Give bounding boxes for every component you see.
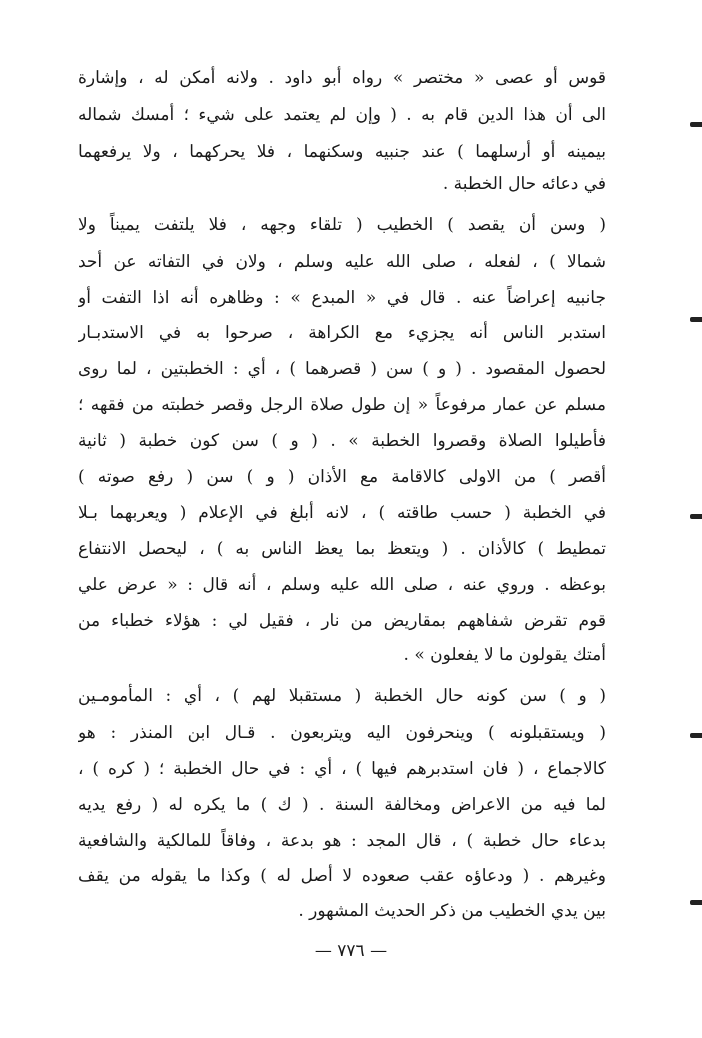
scan-edge-mark xyxy=(690,900,702,905)
text-line-23: وغيرهم . ( ودعاؤه عقب صعوده لا أصل له ) وكذا ما يقوله من يقف xyxy=(78,866,606,886)
text-line-16: قوم تقرض شفاههم بمقاريض من نار ، فقيل لي : هؤلاء خطباء من xyxy=(78,611,606,631)
text-line-4: في دعائه حال الخطبة . xyxy=(442,174,606,194)
text-line-10: مسلم عن عمار مرفوعاً « إن طول صلاة الرجل وقصر خطبته من فقهه ؛ xyxy=(78,395,606,415)
text-line-24: بين يدي الخطيب من ذكر الحديث المشهور . xyxy=(298,901,606,921)
scan-edge-mark xyxy=(690,122,702,127)
text-line-15: بوعظه . وروي عنه ، صلى الله عليه وسلم ، أنه قال : « عرض علي xyxy=(78,575,606,595)
text-line-17: أمتك يقولون ما لا يفعلون » . xyxy=(403,645,606,665)
text-line-2: الى أن هذا الدين قام به . ( وإن لم يعتمد على شيء ؛ أمسك شماله xyxy=(78,105,606,125)
text-line-7: جانبيه إعراضاً عنه . قال في « المبدع » : وظاهره أنه اذا التفت أو xyxy=(78,288,606,308)
text-line-13: في الخطبة ( حسب طاقته ) ، لانه أبلغ في الإعلام ( ويعربهما بـلا xyxy=(78,503,606,523)
text-line-8: استدبر الناس أنه يجزيء مع الكراهة ، صرحوا به في الاستدبـار xyxy=(78,323,606,343)
scan-edge-mark xyxy=(690,733,702,738)
scan-edge-mark xyxy=(690,514,702,519)
text-line-20: كالاجماع ، ( فان استدبرهم فيها ) ، أي : في حال الخطبة ؛ ( كره ) ، xyxy=(78,759,606,779)
text-line-9: لحصول المقصود . ( و ) سن ( قصرهما ) ، أي : الخطبتين ، لما روى xyxy=(78,359,606,379)
page-number: — ٧٧٦ — xyxy=(314,941,388,961)
text-line-18: ( و ) سن كونه حال الخطبة ( مستقبلا لهم ) ، أي : المأمومـين xyxy=(78,686,606,706)
text-line-22: بدعاء حال خطبة ) ، قال المجد : هو بدعة ، وفاقاً للمالكية والشافعية xyxy=(78,831,606,851)
text-line-12: أقصر ) من الاولى كالاقامة مع الأذان ( و ) سن ( رفع صوته ) xyxy=(78,467,606,487)
text-line-19: ( ويستقبلونه ) وينحرفون اليه ويتربعون . قـال ابن المنذر : هو xyxy=(78,723,606,743)
text-line-6: شمالا ) ، لفعله ، صلى الله عليه وسلم ، ولان في التفاته عن أحد xyxy=(78,252,606,272)
text-line-3: بيمينه أو أرسلهما ) عند جنبيه وسكنهما ، فلا يحركهما ، ولا يرفعهما xyxy=(78,142,606,162)
text-line-21: لما فيه من الاعراض ومخالفة السنة . ( ك ) ما يكره له ( رفع يديه xyxy=(78,795,606,815)
scan-edge-mark xyxy=(690,317,702,322)
text-line-5: ( وسن أن يقصد ) الخطيب ( تلقاء وجهه ، فلا يلتفت يميناً ولا xyxy=(78,215,606,235)
text-line-1: قوس أو عصى « مختصر » رواه أبو داود . ولانه أمكن له ، وإشارة xyxy=(78,68,606,88)
text-line-11: فأطيلوا الصلاة وقصروا الخطبة » . ( و ) سن كون خطبة ( ثانية xyxy=(78,431,606,451)
text-line-14: تمطيط ) كالأذان . ( ويتعظ بما يعظ الناس به ) ، ليحصل الانتفاع xyxy=(78,539,606,559)
